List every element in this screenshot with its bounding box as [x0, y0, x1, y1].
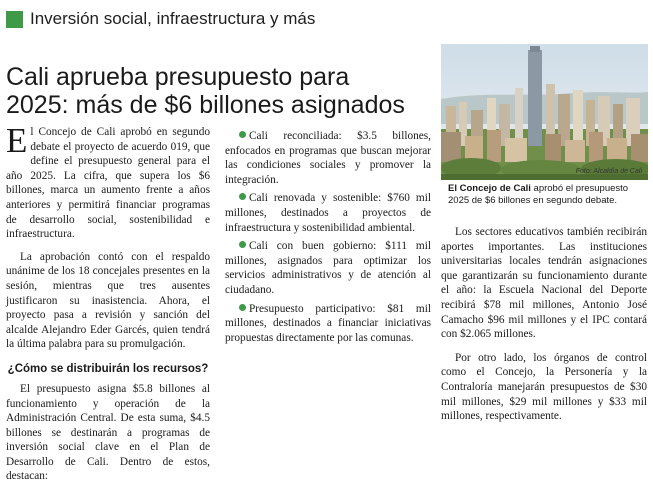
bullet-dot-icon [239, 304, 246, 311]
article-subhead: ¿Cómo se distribuirán los recursos? [7, 362, 209, 375]
caption-bold-lead: El Concejo de Cali [448, 183, 531, 194]
photo-credit: Foto: Alcaldía de Cali [575, 168, 642, 175]
article-headline [6, 63, 426, 119]
bullet-dot-icon [239, 131, 246, 138]
bullet-text-4: Presupuesto participativo: $81 mil millones, destinados a financiar iniciativas propuestas directamente por las comunas. [225, 302, 431, 344]
drop-cap: E [6, 121, 28, 160]
bullet-item-1 [225, 129, 431, 187]
body-paragraph-5: Por otro lado, los órganos de control como el Concejo, la Personería y la Contraloría manejarán presupuestos de $30 mil millones, $29 mil millones y $33 mil millones, respectivamente. [441, 351, 647, 423]
section-header [6, 8, 647, 31]
article-column-1 [6, 121, 210, 484]
article-column-2 [225, 125, 431, 349]
body-paragraph-3: El presupuesto asigna $5.8 billones al funcionamiento y operación de la Administración Central. De esta suma, $4.5 billones se destinarán a programas de inversión social clave en el Plan de Desarrollo de Cali. Dentro de estos, destacan: [6, 382, 210, 483]
headline-line-2: 2025: más de $6 billones asignados [6, 90, 405, 119]
photo-caption [448, 183, 648, 207]
article-column-3 [441, 225, 647, 424]
headline-line-1: Cali aprueba presupuesto para [6, 62, 350, 91]
section-title: Inversión social, infraestructura y más [30, 9, 316, 28]
city-skyline-photo [441, 44, 648, 180]
lead-paragraph [6, 121, 210, 242]
bullet-item-4 [225, 302, 431, 346]
section-marker-square [6, 11, 23, 28]
caption-text: aprobó el presupuesto 2025 de $6 billones en segundo debate. [448, 183, 629, 206]
body-paragraph-4: Los sectores educativos también recibirán aportes importantes. Las instituciones universitarias locales tendrán asignaciones que garantizarán su funcionamiento durante el año: la Escuela Nacional del Deporte recibirá $78 mil millones, Antonio José Camacho $96 mil millones y el IPC contará con $2.065 millones. [441, 226, 647, 341]
lead-paragraph-text: l Concejo de Cali aprobó en segundo debate el proyecto de acuerdo 019, que define el presupuesto general para el año 2025. La cifra, que supera los $6 billones, marca un aumento frente a años anteriores y permitirá financiar programas de desarrollo social, sostenibilidad e infraestructura. [6, 126, 210, 241]
budget-bullet-list [225, 129, 431, 345]
bullet-item-3 [225, 239, 431, 297]
bullet-text-3: Cali con buen gobierno: $111 mil millones, asignados para optimizar los servicios administrativos y de atención al ciudadano. [225, 240, 431, 296]
bullet-text-2: Cali renovada y sostenible: $760 mil millones, destinados a proyectos de infraestructura y sostenibilidad ambiental. [225, 192, 431, 234]
bullet-item-2 [225, 191, 431, 235]
bullet-dot-icon [239, 193, 246, 200]
bullet-text-1: Cali reconciliada: $3.5 billones, enfocados en programas que buscan mejorar las condiciones sociales y promover la integración. [225, 130, 431, 186]
bullet-dot-icon [239, 241, 246, 248]
body-paragraph-2: La aprobación contó con el respaldo unánime de los 18 concejales presentes en la sesión, mientras que tres ausentes justificaron su inasistencia. Ahora, el proyecto pasa a revisión y sanción del alcalde Alejandro Eder Garcés, quien tendrá la última palabra para su promulgación. [6, 250, 210, 351]
